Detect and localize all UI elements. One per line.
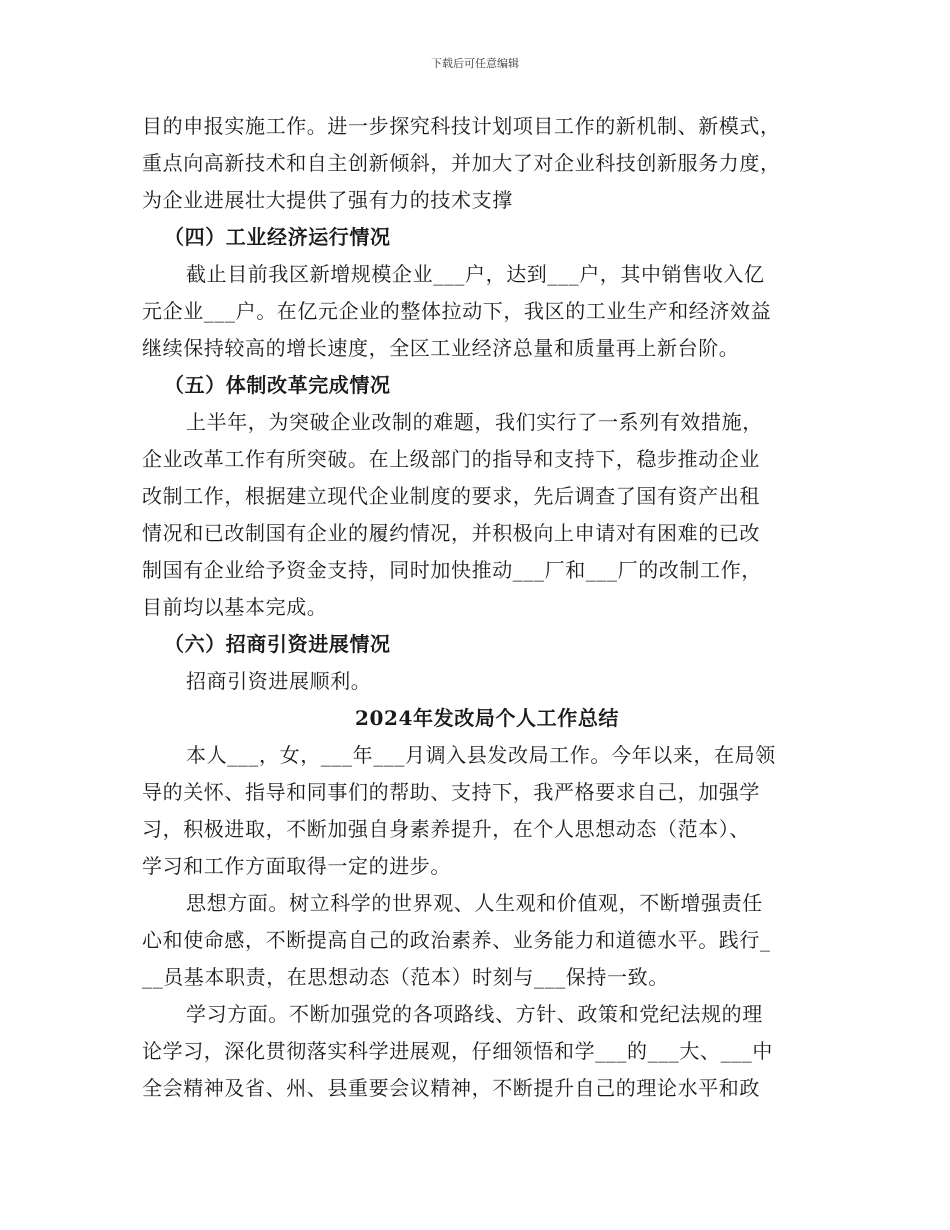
- body-text-line: 目前均以基本完成。: [142, 595, 328, 619]
- paragraph-first-line: 上半年，为突破企业改制的难题，我们实行了一系列有效措施，: [186, 410, 763, 434]
- section-heading: （五）体制改革完成情况: [164, 373, 391, 397]
- paragraph-first-line: 学习方面。不断加强党的各项路线、方针、政策和党纪法规的理: [186, 1002, 763, 1026]
- body-text-line: 全会精神及省、州、县重要会议精神，不断提升自己的理论水平和政: [142, 1076, 760, 1100]
- body-text-line: 学习和工作方面取得一定的进步。: [142, 854, 451, 878]
- body-text-line: 企业改革工作有所突破。在上级部门的指导和支持下，稳步推动企业: [142, 447, 760, 471]
- paragraph-first-line: 思想方面。树立科学的世界观、人生观和价值观，不断增强责任: [186, 891, 763, 915]
- body-text-line: 继续保持较高的增长速度，全区工业经济总量和质量再上新台阶。: [142, 336, 740, 360]
- page-header: 下载后可任意编辑: [431, 57, 519, 70]
- body-text-line: 改制工作，根据建立现代企业制度的要求，先后调查了国有资产出租: [142, 484, 760, 508]
- body-text-line: 重点向高新技术和自主创新倾斜，并加大了对企业科技创新服务力度，: [142, 151, 781, 175]
- paragraph-first-line: 招商引资进展顺利。: [186, 669, 372, 693]
- body-text-line: 元企业___户。在亿元企业的整体拉动下，我区的工业生产和经济效益: [142, 299, 772, 323]
- body-text-line: 习，积极进取，不断加强自身素养提升，在个人思想动态（范本）、: [142, 817, 750, 841]
- body-text-line: 心和使命感，不断提高自己的政治素养、业务能力和道德水平。践行_: [142, 928, 771, 952]
- paragraph-first-line: 截止目前我区新增规模企业___户，达到___户，其中销售收入亿: [186, 262, 765, 286]
- document-title: 2024年发改局个人工作总结: [354, 706, 620, 730]
- section-heading: （四）工业经济运行情况: [164, 225, 391, 249]
- body-text-line: 制国有企业给予资金支持，同时加快推动___厂和___厂的改制工作，: [142, 558, 762, 582]
- body-text-line: 目的申报实施工作。进一步探究科技计划项目工作的新机制、新模式，: [142, 114, 781, 138]
- body-text-line: 导的关怀、指导和同事们的帮助、支持下，我严格要求自己，加强学: [142, 780, 760, 804]
- body-text-line: 论学习，深化贯彻落实科学进展观，仔细领悟和学___的___大、___中: [142, 1039, 773, 1063]
- body-text-line: 为企业进展壮大提供了强有力的技术支撑: [142, 188, 513, 212]
- section-heading: （六）招商引资进展情况: [164, 632, 391, 656]
- body-text-line: __员基本职责，在思想动态（范本）时刻与___保持一致。: [142, 965, 669, 989]
- paragraph-first-line: 本人___，女，___年___月调入县发改局工作。今年以来，在局领: [186, 743, 776, 767]
- body-text-line: 情况和已改制国有企业的履约情况，并积极向上申请对有困难的已改: [142, 521, 760, 545]
- document-body: [142, 108, 822, 1107]
